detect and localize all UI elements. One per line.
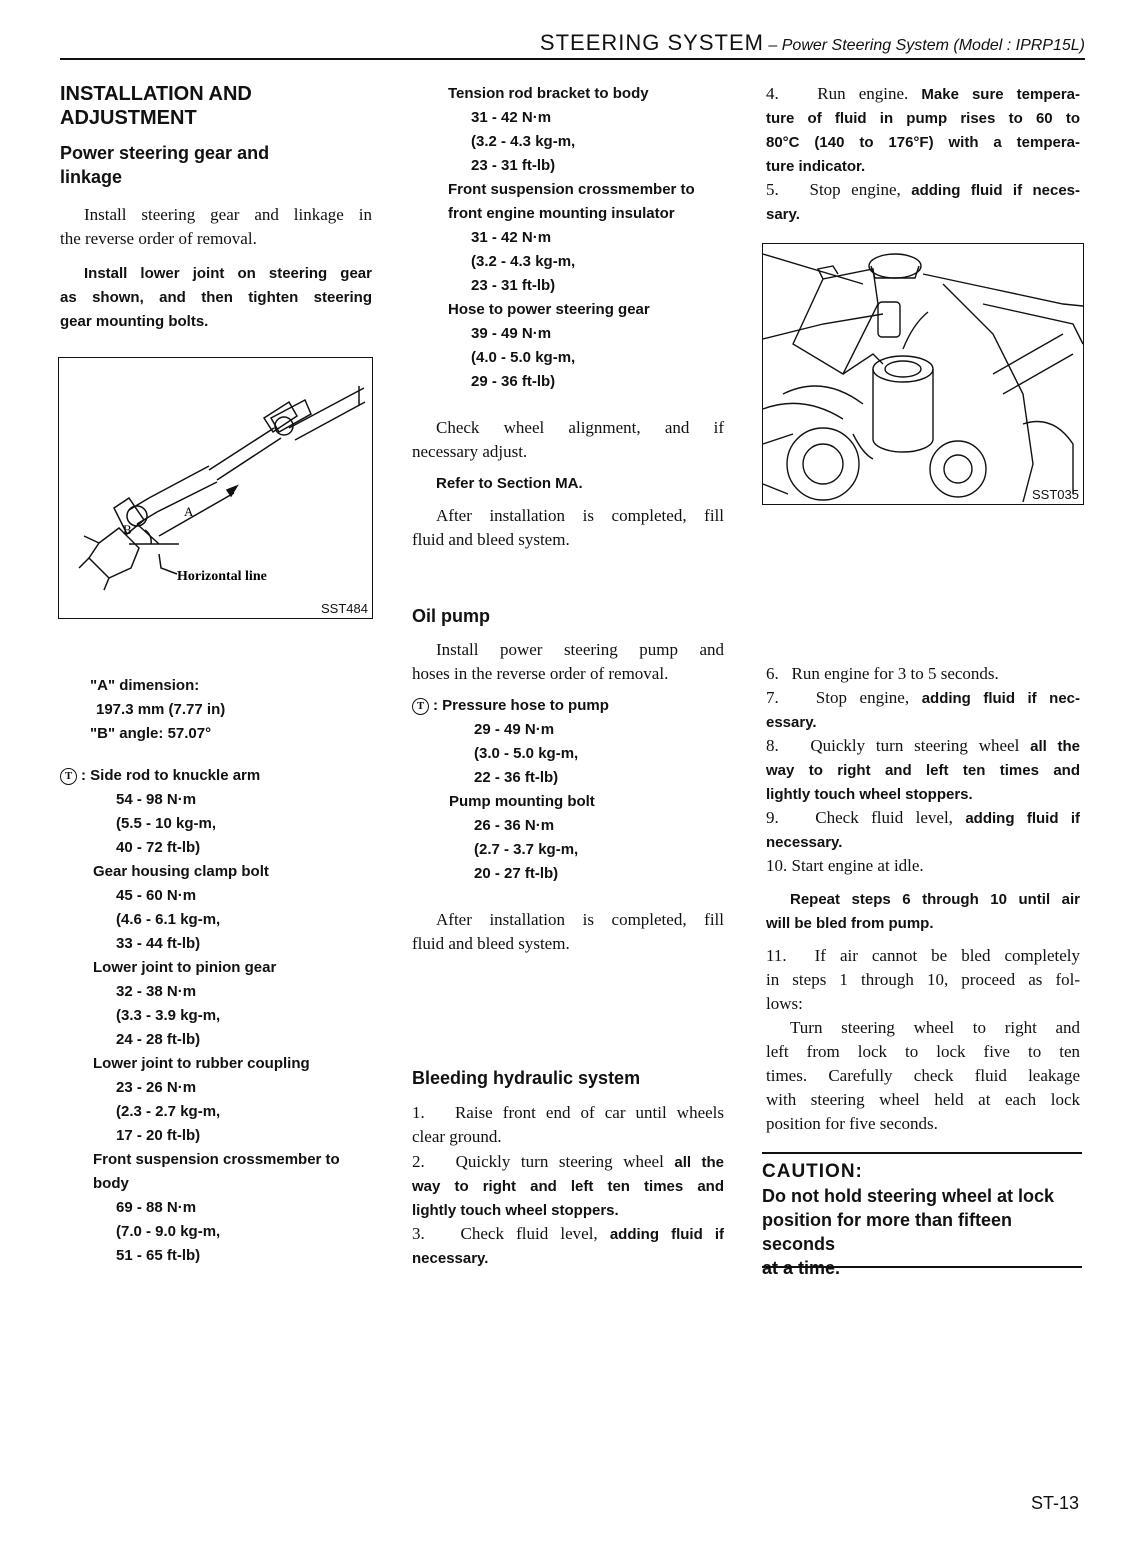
torque-value: 54 - 98 N·m <box>116 791 197 808</box>
repeat-note <box>766 888 1080 936</box>
bleeding-heading: Bleeding hydraulic system <box>412 1068 641 1088</box>
paragraph-line: fluid and bleed system. <box>412 530 570 549</box>
install-note <box>60 262 372 334</box>
section-reference: Refer to Section MA. <box>436 475 583 492</box>
step-text-bold: Make sure tempera- <box>921 86 1080 103</box>
bleed-step-2 <box>412 1150 724 1223</box>
torque-value: 31 - 42 N·m <box>471 109 552 126</box>
paragraph-line: After installation is completed, fill <box>436 506 724 525</box>
bleed-step-4 <box>766 82 1080 179</box>
step-number: 7. <box>766 688 779 707</box>
label-horizontal-line: Horizontal line <box>177 569 267 584</box>
dimensions-block <box>90 674 225 746</box>
step-number: 11. <box>766 946 787 965</box>
torque-value: 31 - 42 N·m <box>471 229 552 246</box>
step-text: Start engine at idle. <box>791 856 924 875</box>
header-title <box>540 30 1085 56</box>
torque-value: 29 - 49 N·m <box>474 721 555 738</box>
paragraph-line: the reverse order of removal. <box>60 229 257 248</box>
step-text: Quickly turn steering wheel <box>455 1152 675 1171</box>
header-main-title: STEERING SYSTEM <box>539 30 764 55</box>
step-text: Raise front end of car until wheels <box>454 1103 724 1122</box>
torque-value: (2.7 - 3.7 kg-m, <box>474 841 579 858</box>
step-number: 6. <box>766 664 779 683</box>
step-text-bold: all the <box>1030 738 1080 755</box>
torque-spec-list-2 <box>448 82 695 394</box>
step-text: Run engine. <box>817 84 922 103</box>
step-text: Check fluid level, <box>460 1224 610 1243</box>
note-line: will be bled from pump. <box>766 915 934 932</box>
torque-value: 45 - 60 N·m <box>116 887 197 904</box>
torque-value: (4.0 - 5.0 kg-m, <box>471 349 576 366</box>
bleed-step-8 <box>766 734 1080 807</box>
torque-item-title: Pressure hose to pump <box>442 697 609 714</box>
caution-text-line: Do not hold steering wheel at lock <box>762 1186 1055 1206</box>
torque-value: 51 - 65 ft-lb) <box>116 1247 201 1264</box>
pump-reservoir-drawing <box>763 244 1083 504</box>
caution-text-line: position for more than fifteen seconds <box>762 1210 1012 1254</box>
torque-value: (3.2 - 4.3 kg-m, <box>471 133 576 150</box>
step-text: Stop engine, <box>809 180 912 199</box>
torque-item-title: Pump mounting bolt <box>449 793 595 810</box>
note-line: gear mounting bolts. <box>60 313 209 330</box>
bleed-step-6 <box>766 662 1080 686</box>
torque-value: (3.0 - 5.0 kg-m, <box>474 745 579 762</box>
step-number: 1. <box>412 1103 425 1122</box>
step-text-bold: adding fluid if <box>609 1226 724 1243</box>
torque-value: (5.5 - 10 kg-m, <box>116 815 217 832</box>
oil-pump-paragraph <box>412 638 724 686</box>
dimension-b-angle: "B" angle: 57.07° <box>90 725 212 742</box>
subsection-heading-line: linkage <box>60 167 123 187</box>
torque-value: 24 - 28 ft-lb) <box>116 1031 201 1048</box>
intro-paragraph <box>60 203 372 251</box>
paragraph-line: Install power steering pump and <box>436 640 724 659</box>
torque-item-title: Front suspension crossmember to <box>448 181 695 198</box>
step-text-bold: way to right and left ten times and <box>766 762 1080 779</box>
caution-box <box>762 1152 1082 1278</box>
paragraph-line: Turn steering wheel to right and <box>790 1018 1080 1037</box>
torque-value: 33 - 44 ft-lb) <box>116 935 201 952</box>
subsection-heading-line: Power steering gear and <box>60 143 270 163</box>
step-text-bold: sary. <box>766 206 800 223</box>
torque-value: 23 - 31 ft-lb) <box>471 277 556 294</box>
label-a: A <box>184 504 194 519</box>
paragraph-line: times. Carefully check fluid leakage <box>766 1066 1080 1085</box>
bleed-step-11 <box>766 944 1080 1016</box>
step-text-bold: all the <box>674 1154 724 1171</box>
caution-title: CAUTION: <box>762 1161 863 1182</box>
step-number: 3. <box>412 1224 425 1243</box>
paragraph-line: position for five seconds. <box>766 1114 938 1133</box>
step-text: Run engine for 3 to 5 seconds. <box>791 664 999 683</box>
torque-value: 23 - 26 N·m <box>116 1079 197 1096</box>
bleed-step-1 <box>412 1101 724 1149</box>
torque-value: 69 - 88 N·m <box>116 1199 197 1216</box>
torque-value: 32 - 38 N·m <box>116 983 197 1000</box>
section-heading <box>60 82 252 130</box>
torque-item-title: front engine mounting insulator <box>448 205 675 222</box>
bleed-step-7 <box>766 686 1080 735</box>
paragraph-line: with steering wheel held at each lock <box>766 1090 1080 1109</box>
torque-spec-list <box>60 764 340 1268</box>
steering-linkage-figure <box>58 357 373 619</box>
note-line: Repeat steps 6 through 10 until air <box>790 891 1080 908</box>
step-text-bold: adding fluid if neces- <box>911 182 1081 199</box>
torque-value: 22 - 36 ft-lb) <box>474 769 559 786</box>
paragraph-line: fluid and bleed system. <box>412 934 570 953</box>
step-text: lows: <box>766 994 803 1013</box>
paragraph-line: After installation is completed, fill <box>436 910 724 929</box>
bleed-step-3 <box>412 1222 724 1271</box>
section-heading-line: INSTALLATION AND <box>60 83 252 105</box>
torque-item-title: body <box>93 1175 129 1192</box>
torque-value: (3.2 - 4.3 kg-m, <box>471 253 576 270</box>
note-line: Install lower joint on steering gear <box>84 265 372 282</box>
torque-value: 17 - 20 ft-lb) <box>116 1127 201 1144</box>
torque-value: (4.6 - 6.1 kg-m, <box>116 911 221 928</box>
step-text-bold: essary. <box>766 714 817 731</box>
step-number: 9. <box>766 808 779 827</box>
paragraph-line: Check wheel alignment, and if <box>436 418 724 437</box>
paragraph-line: necessary adjust. <box>412 442 528 461</box>
step-text: Quickly turn steering wheel <box>810 736 1031 755</box>
step-text-bold: 80°C (140 to 176°F) with a tempera- <box>766 134 1080 151</box>
torque-value: (7.0 - 9.0 kg-m, <box>116 1223 221 1240</box>
subsection-heading <box>60 141 269 189</box>
torque-item-title: Front suspension crossmember to <box>93 1151 340 1168</box>
torque-value: (3.3 - 3.9 kg-m, <box>116 1007 221 1024</box>
torque-value: (2.3 - 2.7 kg-m, <box>116 1103 221 1120</box>
dimension-a-label: "A" dimension: <box>90 677 200 694</box>
pump-torque-list <box>412 694 609 886</box>
bleed-step-5 <box>766 178 1080 227</box>
step-number: 4. <box>766 84 779 103</box>
paragraph-line: left from lock to lock five to ten <box>766 1042 1080 1061</box>
step-number: 8. <box>766 736 779 755</box>
pump-reservoir-figure <box>762 243 1084 505</box>
step-text-bold: lightly touch wheel stoppers. <box>412 1202 619 1219</box>
torque-item-title: Lower joint to rubber coupling <box>93 1055 310 1072</box>
dimension-a-value: 197.3 mm (7.77 in) <box>96 701 226 718</box>
turn-wheel-paragraph <box>766 1016 1080 1136</box>
step-text-bold: ture indicator. <box>766 158 866 175</box>
torque-item-title: Hose to power steering gear <box>448 301 650 318</box>
step-text: clear ground. <box>412 1127 502 1146</box>
caution-text-line: at a time. <box>762 1258 841 1278</box>
torque-value: 20 - 27 ft-lb) <box>474 865 559 882</box>
step-number: 2. <box>412 1152 425 1171</box>
torque-value: 39 - 49 N·m <box>471 325 552 342</box>
label-b: B <box>123 522 132 537</box>
note-line: as shown, and then tighten steering <box>60 289 372 306</box>
figure-code: SST035 <box>1032 487 1079 502</box>
step-text-bold: way to right and left ten times and <box>412 1178 724 1195</box>
step-text-bold: lightly touch wheel stoppers. <box>766 786 973 803</box>
after-installation-paragraph <box>412 504 724 552</box>
torque-item-title: Lower joint to pinion gear <box>93 959 277 976</box>
step-text-bold: necessary. <box>766 834 843 851</box>
torque-value: 26 - 36 N·m <box>474 817 555 834</box>
torque-icon: T <box>412 698 429 715</box>
step-text: If air cannot be bled completely <box>814 946 1081 965</box>
page-number: ST-13 <box>1030 1493 1079 1513</box>
step-text-bold: adding fluid if nec- <box>921 690 1081 707</box>
step-text: Stop engine, <box>815 688 922 707</box>
step-text-bold: adding fluid if <box>965 810 1080 827</box>
paragraph-line: hoses in the reverse order of removal. <box>412 664 669 683</box>
torque-item-title: Side rod to knuckle arm <box>90 767 261 784</box>
step-number: 10. <box>766 856 788 875</box>
torque-spec-item: T : Pressure hose to pump <box>412 694 609 718</box>
steering-linkage-drawing <box>59 358 372 618</box>
torque-icon: T <box>60 768 77 785</box>
torque-spec-item: T : Side rod to knuckle arm <box>60 764 340 788</box>
bleed-step-9 <box>766 806 1080 855</box>
step-text: in steps 1 through 10, proceed as fol- <box>766 970 1080 989</box>
after-installation-paragraph-2 <box>412 908 724 956</box>
step-number: 5. <box>766 180 779 199</box>
step-text-bold: necessary. <box>412 1250 489 1267</box>
step-text-bold: ture of fluid in pump rises to 60 to <box>766 110 1080 127</box>
header-subtitle: – Power Steering System (Model : IPRP15L) <box>763 37 1085 54</box>
step-text: Check fluid level, <box>815 808 966 827</box>
bleed-step-10 <box>766 854 1080 878</box>
torque-value: 40 - 72 ft-lb) <box>116 839 201 856</box>
figure-code: SST484 <box>321 601 368 616</box>
torque-item-title: Gear housing clamp bolt <box>93 863 269 880</box>
page-header <box>60 28 1085 60</box>
torque-item-title: Tension rod bracket to body <box>448 85 649 102</box>
oil-pump-heading: Oil pump <box>412 606 490 626</box>
paragraph-line: Install steering gear and linkage in <box>84 205 372 224</box>
alignment-paragraph <box>412 416 724 464</box>
torque-value: 23 - 31 ft-lb) <box>471 157 556 174</box>
torque-value: 29 - 36 ft-lb) <box>471 373 556 390</box>
section-heading-line: ADJUSTMENT <box>60 107 197 129</box>
